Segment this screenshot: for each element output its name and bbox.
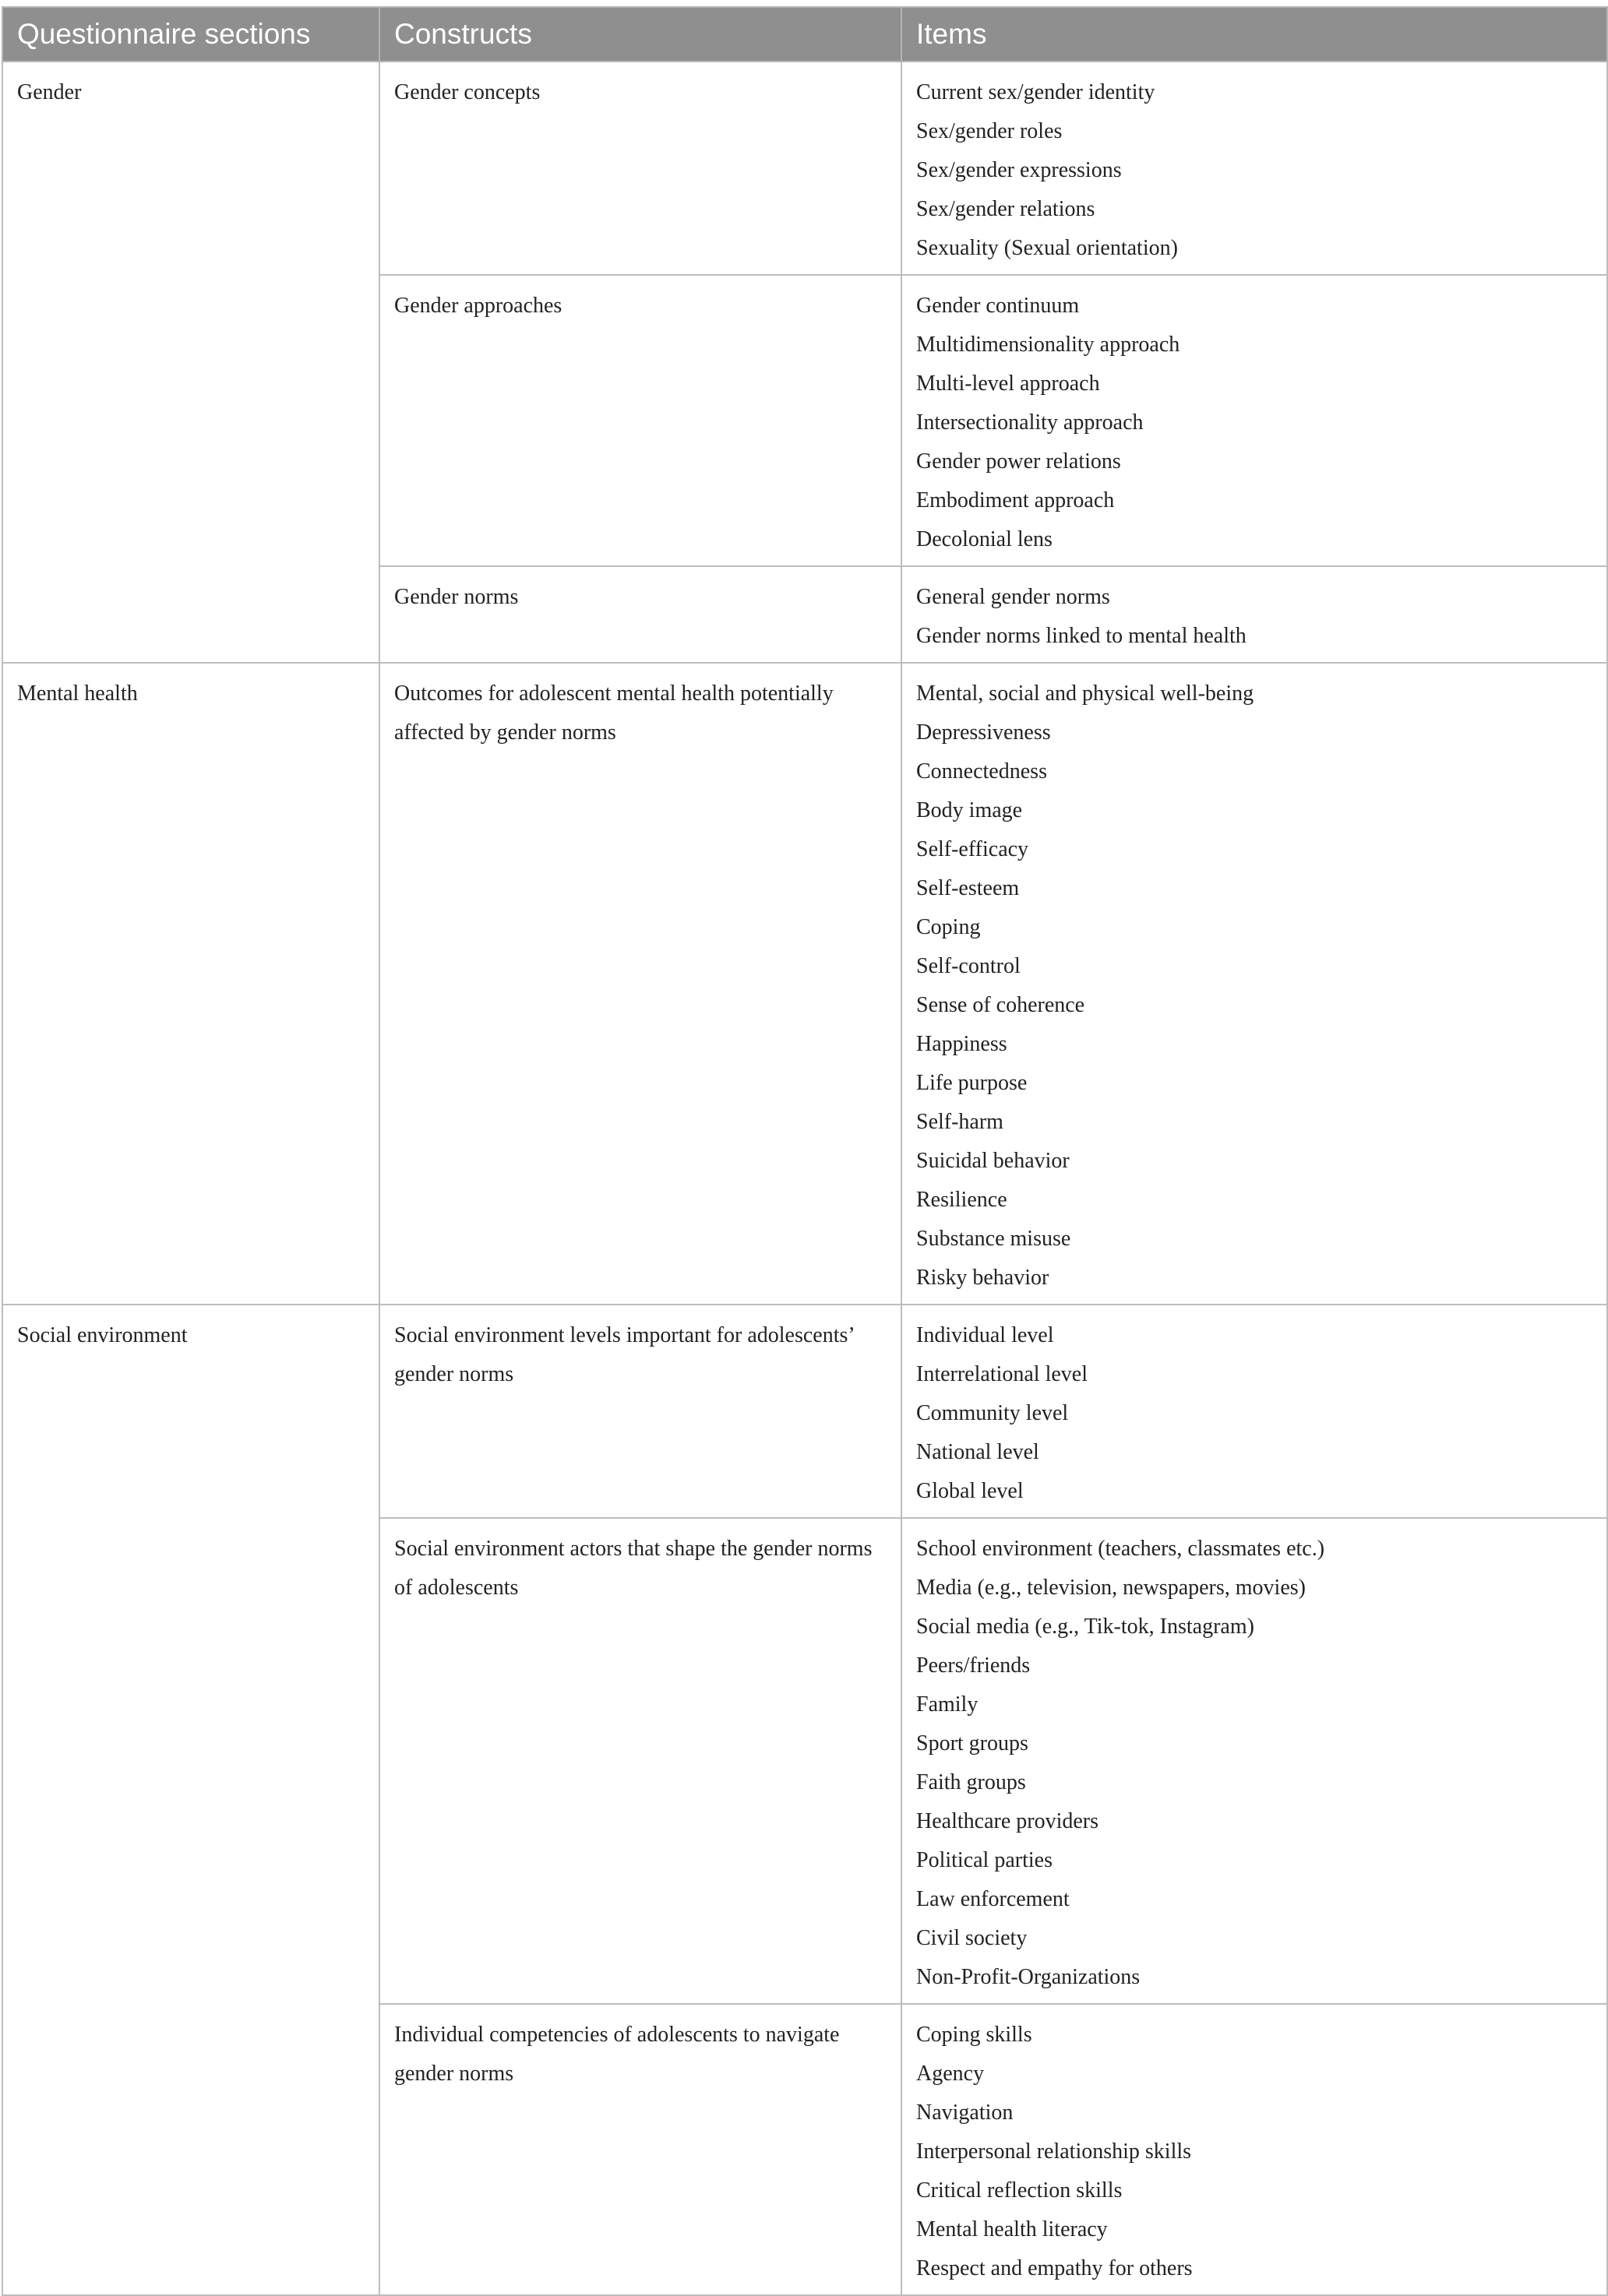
item-text: Faith groups [916, 1770, 1026, 1794]
item-text: Sex/gender expressions [916, 158, 1122, 182]
header-items: Items [901, 7, 1607, 62]
item-text: Global level [916, 1479, 1024, 1503]
items-cell [901, 2004, 1607, 2295]
item-text: Body image [916, 798, 1023, 822]
item-text: Non-Profit-Organizations [916, 1965, 1141, 1989]
item-text: Media (e.g., television, newspapers, movies) [916, 1576, 1306, 1600]
header-row [2, 7, 1607, 62]
construct-cell: Individual competencies of adolescents to navigate gender norms [379, 2004, 901, 2295]
construct-cell: Gender concepts [379, 62, 901, 275]
header-questionnaire-sections: Questionnaire sections [2, 7, 379, 62]
construct-cell: Social environment levels important for adolescents’ gender norms [379, 1305, 901, 1518]
item-text: Sexuality (Sexual orientation) [916, 236, 1178, 260]
items-cell [901, 1305, 1607, 1518]
item-text: Decolonial lens [916, 527, 1053, 551]
item-text: Coping [916, 915, 981, 939]
item-text: Self-efficacy [916, 837, 1029, 861]
item-text: Embodiment approach [916, 488, 1115, 512]
item-text: Risky behavior [916, 1266, 1049, 1290]
item-text: Suicidal behavior [916, 1149, 1070, 1173]
item-text: Self-harm [916, 1110, 1003, 1134]
item-text: Sex/gender relations [916, 197, 1095, 221]
item-text: Happiness [916, 1032, 1007, 1056]
construct-cell: Gender norms [379, 566, 901, 663]
item-text: Interpersonal relationship skills [916, 2139, 1192, 2164]
items-cell [901, 275, 1607, 566]
table-row [2, 62, 1607, 275]
table-body [2, 62, 1607, 2295]
item-text: Multidimensionality approach [916, 333, 1180, 357]
item-text: Mental health literacy [916, 2217, 1108, 2241]
item-text: Gender continuum [916, 294, 1080, 318]
items-cell [901, 566, 1607, 663]
item-text: Coping skills [916, 2023, 1032, 2047]
section-cell: Gender [2, 62, 379, 663]
item-text: Community level [916, 1401, 1069, 1425]
table-row [2, 663, 1607, 1305]
item-text: Resilience [916, 1188, 1007, 1212]
item-text: Substance misuse [916, 1227, 1071, 1251]
item-text: Gender norms linked to mental health [916, 624, 1247, 648]
item-text: National level [916, 1440, 1039, 1464]
item-text: General gender norms [916, 585, 1110, 609]
item-text: Sport groups [916, 1731, 1028, 1755]
item-text: Depressiveness [916, 720, 1051, 745]
item-text: Self-control [916, 954, 1021, 978]
construct-cell: Gender approaches [379, 275, 901, 566]
item-text: Navigation [916, 2101, 1014, 2125]
item-text: Self-esteem [916, 876, 1020, 900]
item-text: Interrelational level [916, 1362, 1088, 1386]
item-text: Respect and empathy for others [916, 2256, 1193, 2280]
construct-cell: Social environment actors that shape the gender norms of adolescents [379, 1518, 901, 2004]
item-text: Family [916, 1692, 979, 1717]
header-constructs: Constructs [379, 7, 901, 62]
item-text: Political parties [916, 1848, 1053, 1872]
item-text: Individual level [916, 1323, 1054, 1347]
item-text: Multi-level approach [916, 372, 1100, 396]
item-text: Current sex/gender identity [916, 80, 1155, 104]
item-text: Sex/gender roles [916, 119, 1063, 143]
items-cell [901, 62, 1607, 275]
item-text: Mental, social and physical well-being [916, 681, 1254, 706]
questionnaire-table [2, 6, 1608, 2296]
item-text: School environment (teachers, classmates etc.) [916, 1537, 1325, 1561]
item-text: Intersectionality approach [916, 410, 1144, 435]
item-text: Life purpose [916, 1071, 1028, 1095]
item-text: Healthcare providers [916, 1809, 1098, 1833]
item-text: Agency [916, 2062, 985, 2086]
construct-cell: Outcomes for adolescent mental health potentially affected by gender norms [379, 663, 901, 1305]
item-text: Critical reflection skills [916, 2178, 1123, 2203]
table-row [2, 1305, 1607, 1518]
item-text: Civil society [916, 1926, 1028, 1950]
section-cell: Mental health [2, 663, 379, 1305]
items-cell [901, 663, 1607, 1305]
item-text: Sense of coherence [916, 993, 1085, 1017]
item-text: Peers/friends [916, 1653, 1031, 1678]
item-text: Connectedness [916, 759, 1047, 784]
item-text: Gender power relations [916, 449, 1121, 474]
item-text: Social media (e.g., Tik-tok, Instagram) [916, 1615, 1254, 1639]
table-header [2, 7, 1607, 62]
item-text: Law enforcement [916, 1887, 1070, 1911]
items-cell [901, 1518, 1607, 2004]
section-cell: Social environment [2, 1305, 379, 2295]
